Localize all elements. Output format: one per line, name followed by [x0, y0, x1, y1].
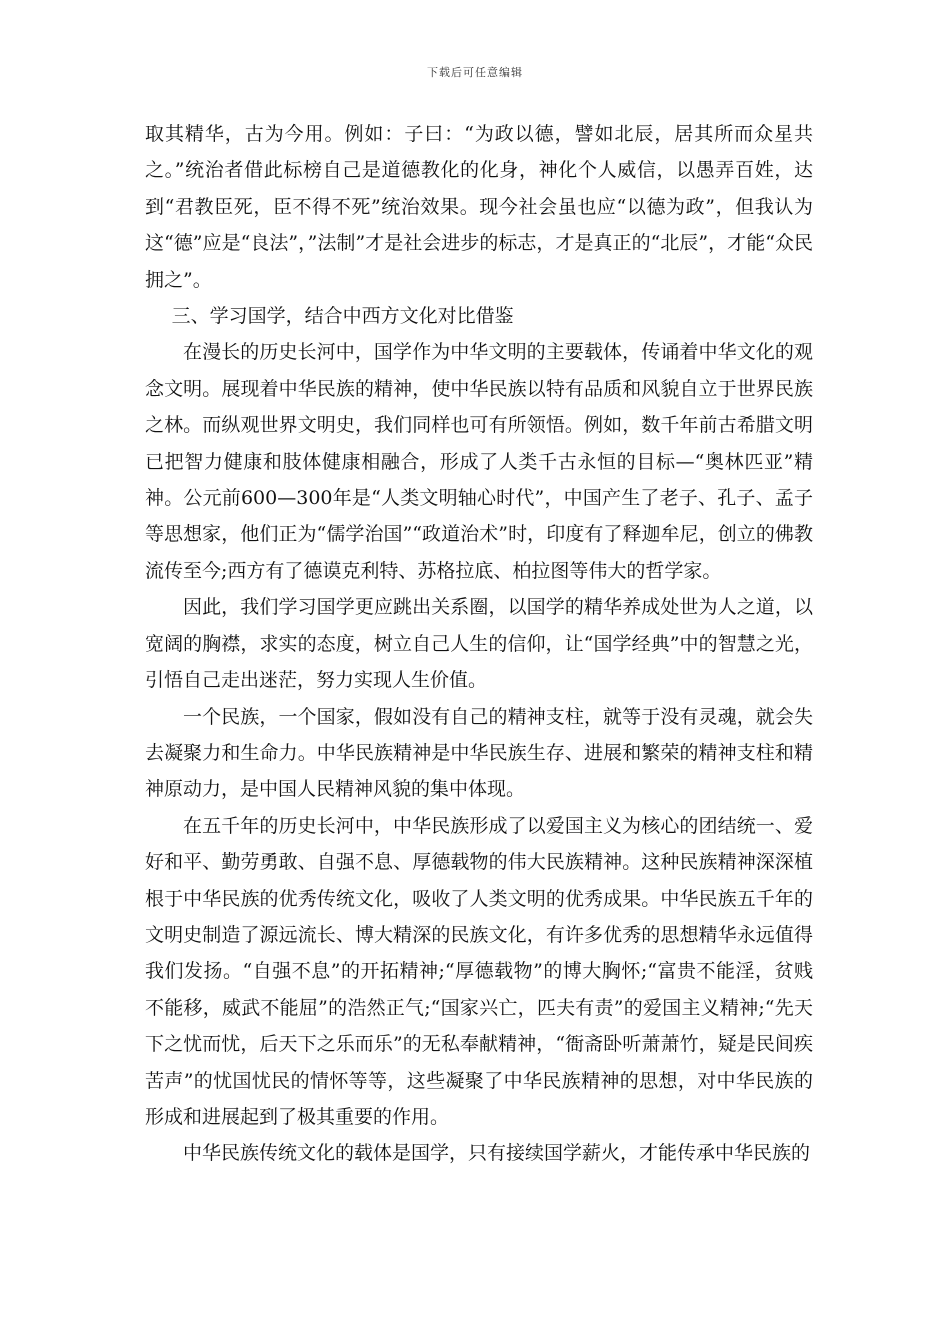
paragraph: 在五千年的历史长河中，中华民族形成了以爱国主义为核心的团结统一、爱好和平、勤劳勇敢、自强不息、厚德载物的伟大民族精神。这种民族精神深深植根于中华民族的优秀传统文化，吸收了人类文明的优秀成果。中华民族五千年的文明史制造了源远流长、博大精深的民族文化，有许多优秀的思想精华永远值得我们发扬。“自强不息”的开拓精神;“厚德载物”的博大胸怀;“富贵不能淫，贫贱不能移，威武不能屈”的浩然正气;“国家兴亡，匹夫有责”的爱国主义精神;“先天下之忧而忧，后天下之乐而乐”的无私奉献精神，“衙斋卧听萧萧竹，疑是民间疾苦声”的忧国忧民的情怀等等，这些凝聚了中华民族精神的思想，对中华民族的形成和进展起到了极其重要的作用。 [145, 814, 813, 1128]
paragraph: 一个民族，一个国家，假如没有自己的精神支柱，就等于没有灵魂，就会失去凝聚力和生命力。中华民族精神是中华民族生存、进展和繁荣的精神支柱和精神原动力，是中国人民精神风貌的集中体现。 [145, 705, 813, 801]
section-heading: 三、学习国学，结合中西方文化对比借鉴 [171, 305, 514, 328]
paragraph-truncated: 中华民族传统文化的载体是国学，只有接续国学薪火，才能传承中华民族的 [183, 1142, 811, 1165]
paragraph: 因此，我们学习国学更应跳出关系圈，以国学的精华养成处世为人之道，以宽阔的胸襟，求实的态度，树立自己人生的信仰，让“国学经典”中的智慧之光，引悟自己走出迷茫，努力实现人生价值。 [145, 596, 813, 692]
page-header: 下载后可任意编辑 [427, 66, 523, 79]
document-body [145, 116, 813, 1172]
paragraph: 在漫长的历史长河中，国学作为中华文明的主要载体，传诵着中华文化的观念文明。展现着中华民族的精神，使中华民族以特有品质和风貌自立于世界民族之林。而纵观世界文明史，我们同样也可有所领悟。例如，数千年前古希腊文明已把智力健康和肢体健康相融合，形成了人类千古永恒的目标—“奥林匹亚”精神。公元前600—300年是“人类文明轴心时代”，中国产生了老子、孔子、孟子等思想家，他们正为“儒学治国”“政道治术”时，印度有了释迦牟尼，创立的佛教流传至今;西方有了德谟克利特、苏格拉底、柏拉图等伟大的哲学家。 [145, 341, 813, 582]
paragraph-continuation: 取其精华，古为今用。例如：子曰：“为政以德，譬如北辰，居其所而众星共之。”统治者借此标榜自己是道德教化的化身，神化个人威信，以愚弄百姓，达到“君教臣死，臣不得不死”统治效果。现今社会虽也应“以德为政”，但我认为这“德”应是“良法”，”法制”才是社会进步的标志，才是真正的“北辰”，才能“众民拥之”。 [145, 123, 813, 291]
